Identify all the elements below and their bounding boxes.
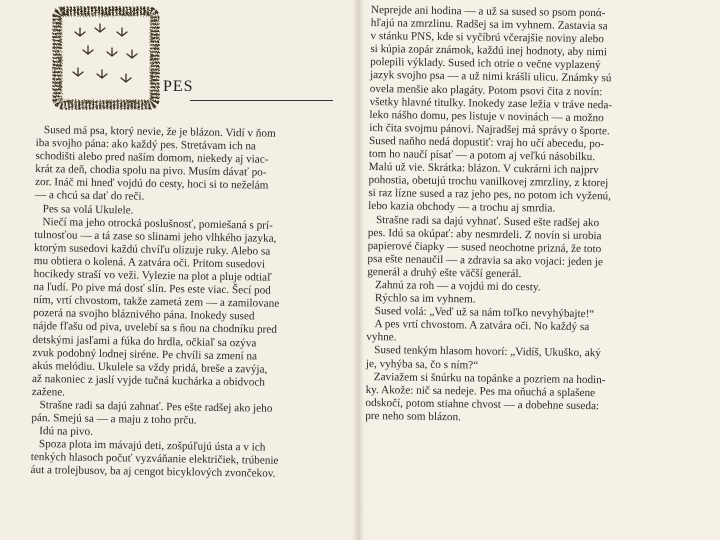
text-line: pozerá na svojho bláznivého pána. Inokedy sused <box>32 307 255 323</box>
text-line: pes. Idú sa okúpať: aby nesmrdeli. Z novín si urobia <box>367 226 602 242</box>
text-line: generál a druhý ešte väčší generál. <box>367 265 522 280</box>
text-line: hocikedy straší vo veži. Vylezie na plot a pluje odtiaľ <box>33 268 272 284</box>
text-line: v stánku PNS, kde si vyčíbrú včerajšie noviny alebo <box>370 30 604 46</box>
chapter-title: PES <box>163 78 194 95</box>
text-line: ovela menšie ako plagáty. Potom psovi čita z novín: <box>369 82 603 98</box>
text-line: odskočí, potom stiahne chvost — a dobehne suseda: <box>365 396 600 413</box>
text-line: zažene. <box>31 385 66 399</box>
text-line: Neprejde ani hodina — a už sa sused so psom ponά- <box>370 4 606 20</box>
text-line: — a chcú sa dať do reči. <box>34 189 145 204</box>
text-line: Pes sa volá Ukulele. <box>42 202 134 217</box>
text-line: mu obtiera o kolená. A zatvára oči. Pritom susedovi <box>33 254 266 271</box>
text-line: krát za deň, chodia spolu na pivo. Musím dávať po- <box>35 163 267 179</box>
text-line: až nakoniec z jaslí vyjde tučná kuchárka a obidvoch <box>31 372 266 389</box>
left-page-text <box>30 124 334 482</box>
text-line: Malú už vie. Skrátka: blázon. V cukrárni ich najprv <box>368 161 599 177</box>
text-line: Idú na pivo. <box>39 425 94 439</box>
text-line: Rýchlo sa im vyhnem. <box>374 292 476 306</box>
text-line: detskými jasľami a fúka do hrdla, očkiaľ sa ozýva <box>32 333 257 349</box>
right-page <box>357 0 720 540</box>
chapter-ornament-icon <box>52 6 160 110</box>
text-line: zor. Ináč mi hneď vojdú do cesty, hoci si to neželám <box>34 176 269 193</box>
text-line: psa ešte nenaučil — a zdravia sa ako vojaci: jeden je <box>367 252 603 269</box>
text-line: lebo kazia obchody — a trochu aj smrdia. <box>368 200 556 215</box>
text-line: ktorým susedovi každú chvíľu olizuje ruky. Alebo sa <box>33 241 271 258</box>
text-line: iba svojho pána: ako každý pes. Stretávam ich na <box>35 137 257 153</box>
text-line: Sused volá: „Veď už sa nám toľko nevyhýbajte!“ <box>374 305 595 321</box>
text-line: zvuk podobný lodnej siréne. Pe chvíli sa zmení na <box>32 346 258 363</box>
text-line: hľajú na zmrzlinu. Radšej sa im vyhnem. Zastavia sa <box>370 17 608 33</box>
title-rule <box>190 100 333 101</box>
text-line: na ľudí. Po pive má dosť slín. Pes este viac. Šecí pod <box>33 281 271 297</box>
text-line: pohostia, obetujú trochu vanilkovej zmrzliny, z ktorej <box>368 174 609 190</box>
text-line: si kúpia zopár známok, každú inej hodnoty, aby nimi <box>370 43 608 59</box>
text-line: áut a trolejbusov, ba aj cengot bicyklových zvončekov. <box>30 464 276 481</box>
text-line: Zahnú za roh — a vojdú mi do cesty. <box>374 279 541 294</box>
text-line: ním, vrtí chvostom, takže zametá zem — a zamilovane <box>33 294 280 311</box>
text-line: je, vyhýba sa, čo s ním?“ <box>365 357 479 372</box>
text-line: nájde fľašu od piva, uvelebí sa s ňou na chodníku pred <box>32 320 277 337</box>
text-line: A pes vrtí chvostom. A zatvára oči. No každý sa <box>374 318 590 334</box>
right-page-text <box>365 4 693 427</box>
text-line: Strašne radi sa dajú zahnať. Pes ešte radšej ako jeho <box>39 399 273 415</box>
text-line: Zaviažem si šnúrku na topánke a pozriem na hodin- <box>373 370 606 386</box>
text-line: Sused tenkým hlasom hovorí: „Vidíš, Ukuško, aký <box>374 344 602 360</box>
text-line: všetky hlavné titulky. Inokedy zase ležia v tráve neda- <box>369 95 613 112</box>
text-line: tenkých hlasoch počuť vyzváňanie električiek, trúbenie <box>30 451 279 468</box>
text-line: pre neho som blázon. <box>365 409 462 424</box>
text-line: Sused má psa, ktorý nevie, že je blázon. Vidí v ňom <box>43 124 276 140</box>
text-line: schodišti alebo pred naším domom, niekedy aj viac- <box>35 150 269 166</box>
text-line: si raz lízne sused a raz jeho pes, no potom ich vyženú, <box>368 187 612 203</box>
text-line: jazyk svojho psa — a už nimi krášli ulicu. Známky sú <box>369 69 612 85</box>
text-line: ky. Akože: nič sa nedeje. Pes ma oňuchá a splašene <box>365 383 596 399</box>
text-line: Strašne radi sa dajú vyhnať. Sused ešte radšej ako <box>375 213 600 229</box>
text-line: akús melódiu. Ukulele sa vždy pridá, breše a zavýja, <box>32 359 268 376</box>
text-line: tulnosťou — a tá zase so slinami jeho vlhkého jazyka, <box>34 228 277 245</box>
left-page <box>0 0 357 540</box>
text-line: polepili výklady. Sused ich otrie o večne vyplazený <box>370 56 601 72</box>
book-gutter <box>352 0 364 540</box>
text-line: papierové čiapky — sused neochotne prizná, že toto <box>367 239 602 255</box>
text-line: Spoza plota im mávajú deti, zošpúľujú ústa a v ich <box>38 438 266 454</box>
text-line: ich čita svojmu pánovi. Najradšej má správy o športe. <box>369 121 610 138</box>
text-line: Sused naňho nedá dopustiť: vraj ho učí abecedu, po- <box>369 134 605 151</box>
text-line: leko nášho domu, pes listuje v novinách — a možno <box>369 108 604 125</box>
text-line: pán. Smejú sa — a maju z toho prču. <box>31 412 197 427</box>
text-line: Niečí ma jeho otrocká poslušnosť, pomiešaná s prí- <box>42 215 273 232</box>
text-line: tom ho naučí písať — a potom aj veľkú násobilku. <box>368 148 596 164</box>
text-line: vyhne. <box>366 331 397 344</box>
